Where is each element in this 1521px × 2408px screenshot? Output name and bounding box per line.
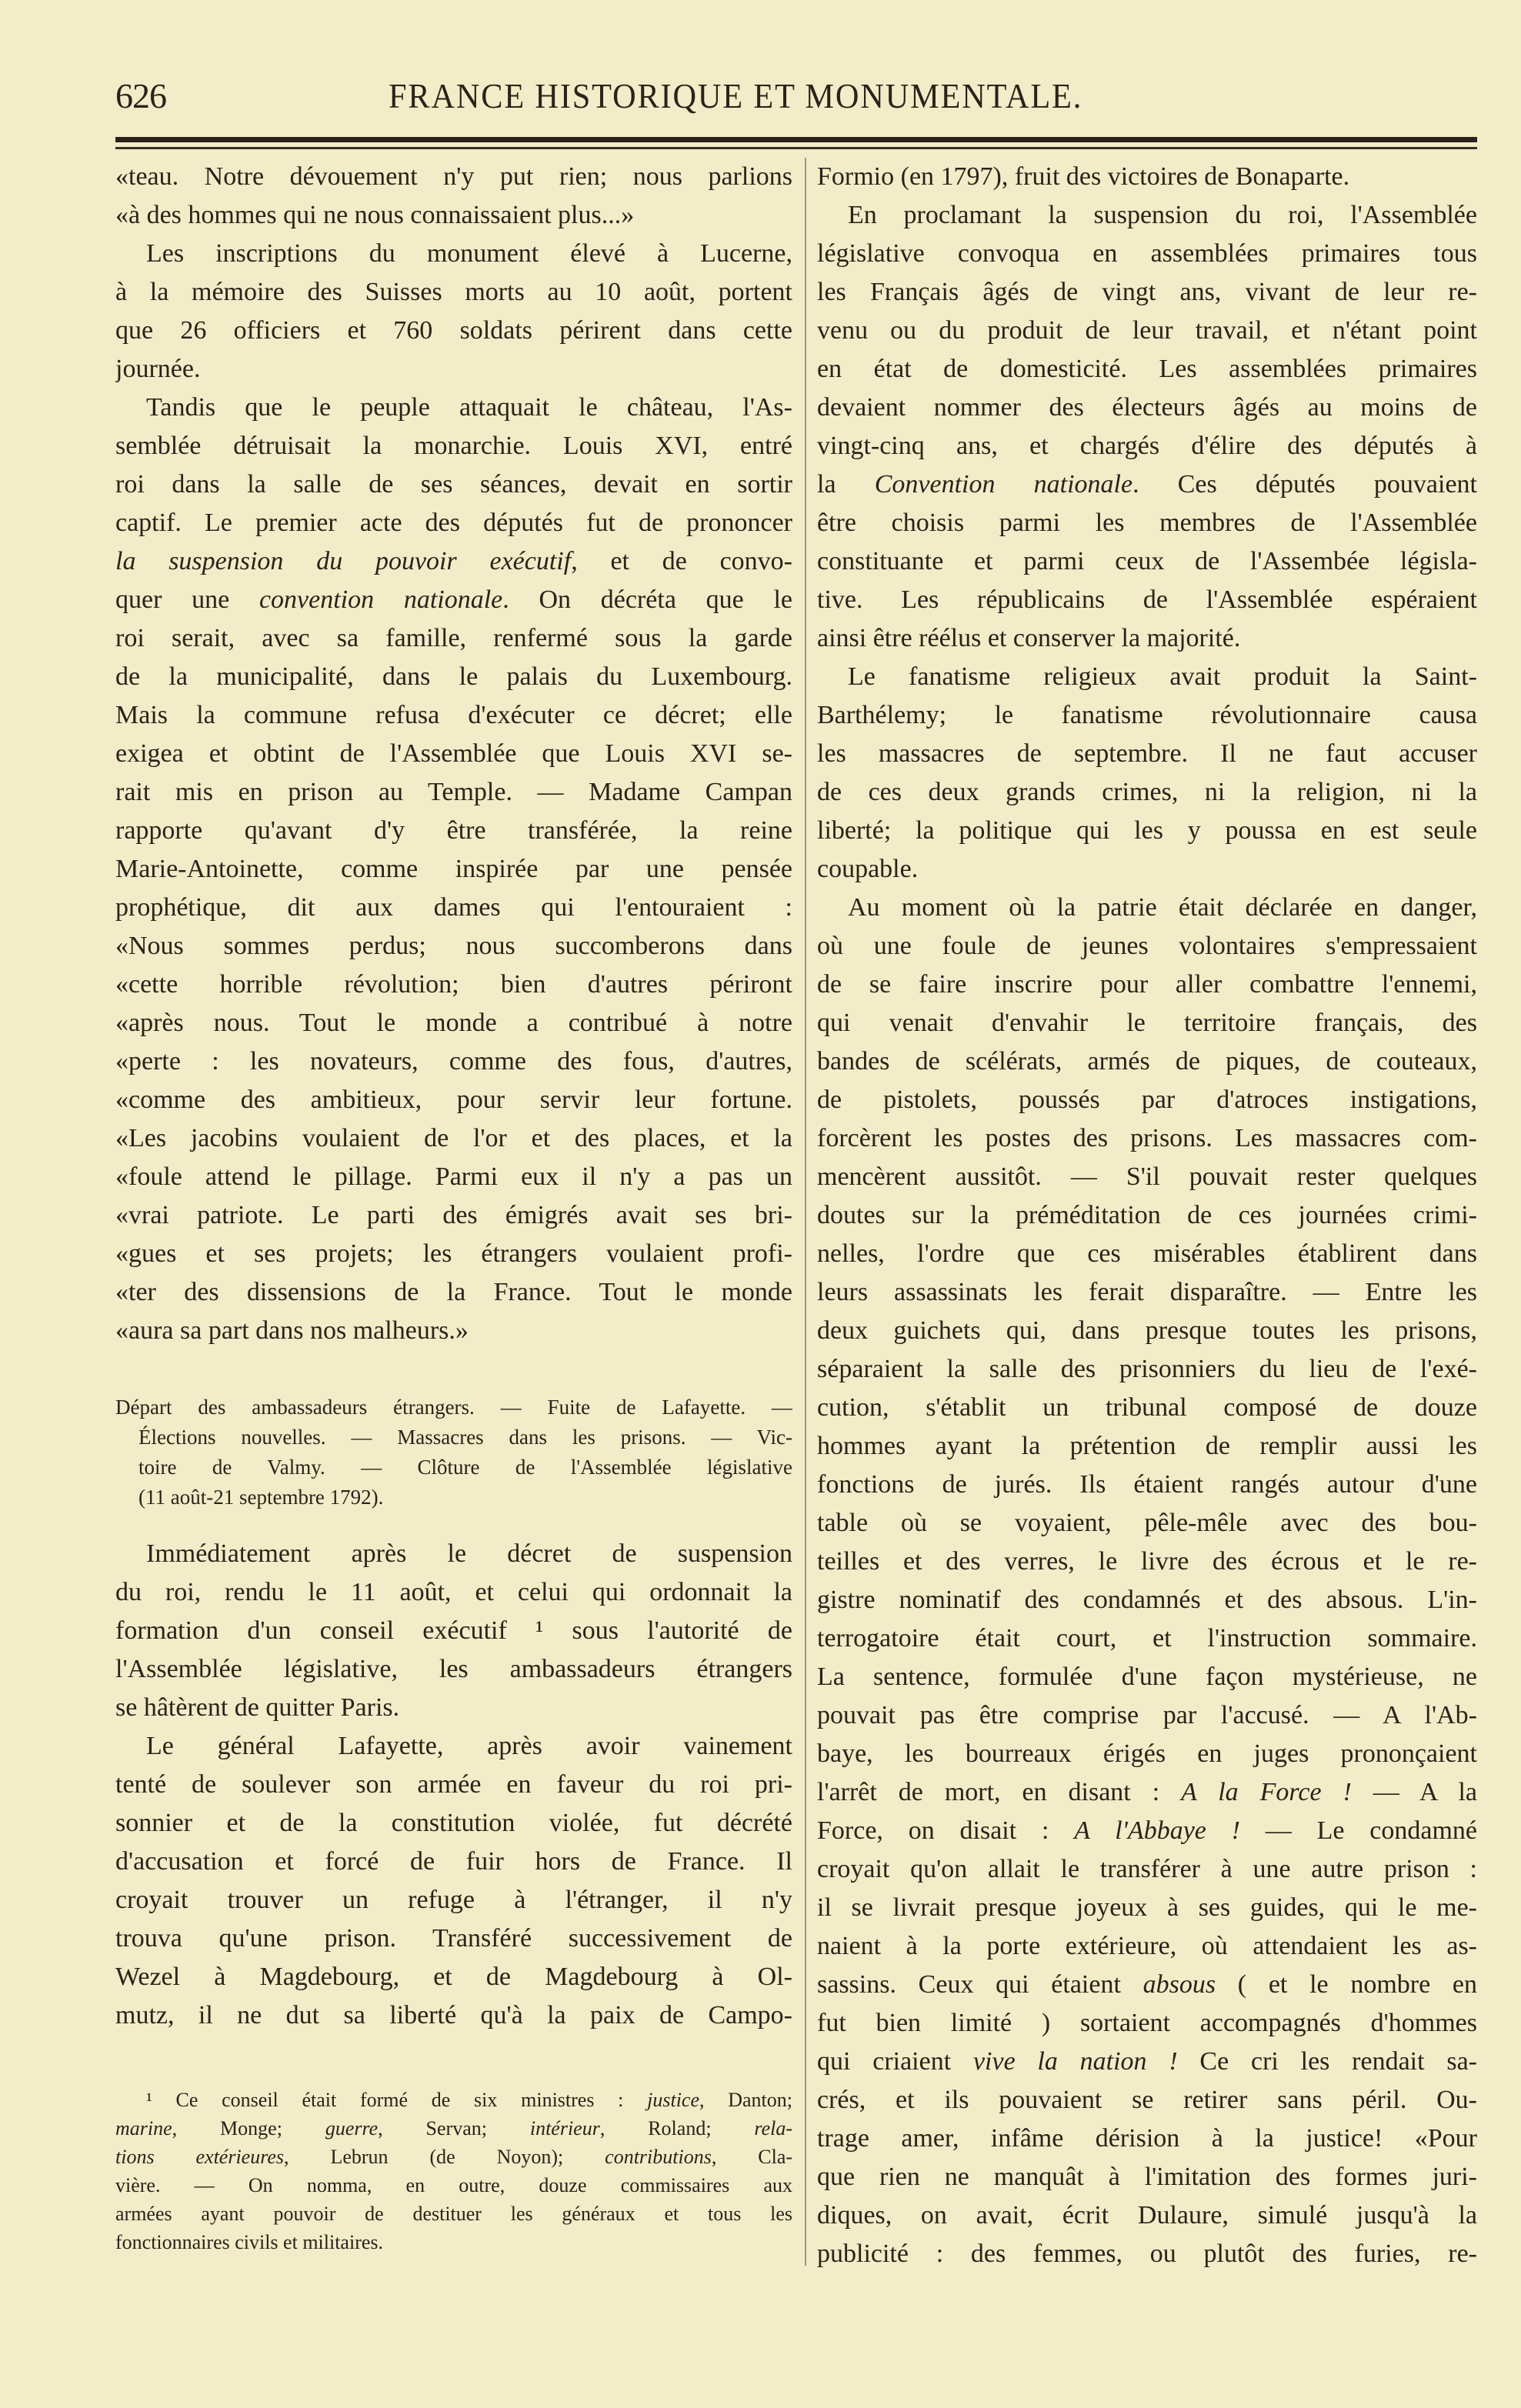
text-line: doutes sur la préméditation de ces journées crimi- (817, 1201, 1477, 1229)
text-line: les massacres de septembre. Il ne faut accuser (817, 739, 1477, 768)
text-segment: , Cla- (711, 2146, 792, 2168)
chapter-summary (115, 1392, 792, 1513)
text-line (115, 2143, 792, 2171)
italic-text: marine (115, 2117, 172, 2140)
text-line: diques, on avait, écrit Dulaure, simulé jusqu'à la (817, 2201, 1477, 2230)
paragraph (817, 196, 1477, 658)
text-line: bandes de scélérats, armés de piques, de couteaux, (817, 1047, 1477, 1076)
text-line: croyait qu'on allait le transférer à une autre prison : (817, 1855, 1477, 1883)
text-line: armées ayant pouvoir de destituer les généraux et tous les (115, 2203, 792, 2225)
text-line: «foule attend le pillage. Parmi eux il n'y a pas un (115, 1162, 792, 1191)
text-line: à la mémoire des Suisses morts au 10 août, portent (115, 278, 792, 306)
text-line: table où se voyaient, pêle-mêle avec des bou- (817, 1509, 1477, 1537)
paragraph (115, 158, 792, 235)
text-segment: la (817, 470, 875, 499)
right-column (817, 158, 1477, 2273)
text-line: «cette horrible révolution; bien d'autres périront (115, 970, 792, 999)
text-line (115, 542, 792, 581)
paragraph (817, 658, 1477, 889)
text-segment: — Le condamné (1240, 1816, 1477, 1845)
text-line: Formio (en 1797), fruit des victoires de Bonaparte. (817, 162, 1350, 191)
text-line: prophétique, dit aux dames qui l'entouraient : (115, 893, 792, 922)
text-line: teilles et des verres, le livre des écrous et le re- (817, 1547, 1477, 1576)
text-line: Immédiatement après le décret de suspension (146, 1539, 792, 1568)
text-line: législative convoqua en assemblées primaires tous (817, 239, 1477, 268)
italic-text: Convention nationale (874, 470, 1133, 499)
text-line: naient à la porte extérieure, où attendaient les as- (817, 1932, 1477, 1960)
text-segment: , et de convo- (571, 547, 792, 575)
italic-text: vive la nation ! (972, 2047, 1178, 2076)
text-line: vingt-cinq ans, et chargés d'élire des députés à (817, 432, 1477, 460)
text-line: roi serait, avec sa famille, renfermé sous la garde (115, 624, 792, 652)
text-line: Barthélemy; le fanatisme révolutionnaire causa (817, 701, 1477, 729)
text-line: «Nous sommes perdus; nous succomberons dans (115, 932, 792, 960)
text-line: Élections nouvelles. — Massacres dans les prisons. — Vic- (138, 1426, 792, 1449)
text-line: hommes ayant la prétention de remplir aussi les (817, 1432, 1477, 1460)
text-segment: . Ces députés pouvaient (1132, 470, 1477, 499)
text-line: exigea et obtint de l'Assemblée que Louis XVI se- (115, 739, 792, 768)
text-line: fonctionnaires civils et militaires. (115, 2231, 384, 2253)
paragraph (115, 235, 792, 389)
paragraph (115, 389, 792, 1350)
text-line: séparaient la salle des prisonniers du lieu de l'exé- (817, 1355, 1477, 1383)
text-line: nelles, l'ordre que ces misérables établirent dans (817, 1239, 1477, 1268)
text-line: semblée détruisait la monarchie. Louis XVI, entré (115, 432, 792, 460)
text-segment: l'arrêt de mort, en disant : (817, 1778, 1182, 1806)
text-line: liberté; la politique qui les y poussa en est seule (817, 816, 1477, 845)
text-line (817, 1773, 1477, 1812)
text-line: Départ des ambassadeurs étrangers. — Fuite de Lafayette. — (115, 1396, 792, 1419)
text-line: de se faire inscrire pour aller combattre l'ennemi, (817, 970, 1477, 999)
text-line: (11 août-21 septembre 1792). (138, 1486, 384, 1509)
text-segment: , Roland; (599, 2117, 755, 2140)
text-segment: quer une (115, 585, 259, 614)
italic-text: guerre (325, 2117, 379, 2140)
text-line: qui venait d'envahir le territoire français, des (817, 1009, 1477, 1037)
text-line: de la municipalité, dans le palais du Luxembourg. (115, 662, 792, 691)
text-line: terrogatoire était court, et l'instruction sommaire. (817, 1624, 1477, 1653)
text-line: rapporte qu'avant d'y être transférée, la reine (115, 816, 792, 845)
text-line: crés, et ils pouvaient se retirer sans péril. Ou- (817, 2086, 1477, 2114)
text-line: que 26 officiers et 760 soldats périrent dans cette (115, 316, 792, 345)
paragraph (115, 1535, 792, 1727)
header-rule-thick (115, 137, 1477, 142)
text-line: Au moment où la patrie était déclarée en danger, (848, 893, 1477, 922)
text-line: coupable. (817, 855, 919, 883)
text-line: constituante et parmi ceux de l'Assembée législa- (817, 547, 1477, 575)
text-segment: — A la (1351, 1778, 1477, 1806)
text-segment: , Lebrun (de Noyon); (284, 2146, 605, 2168)
text-line: En proclamant la suspension du roi, l'Assemblée (848, 201, 1477, 229)
text-line: baye, les bourreaux érigés en juges prononçaient (817, 1739, 1477, 1768)
text-line: leurs assassinats les ferait disparaître. — Entre les (817, 1278, 1477, 1306)
text-segment: Ce cri les rendait sa- (1177, 2047, 1477, 2076)
text-line: «comme des ambitieux, pour servir leur fortune. (115, 1086, 792, 1114)
italic-text: rela- (754, 2117, 792, 2140)
text-line: «aura sa part dans nos malheurs.» (115, 1316, 469, 1345)
text-line (817, 1966, 1477, 2004)
text-line: il se livrait presque joyeux à ses guides, qui le me- (817, 1893, 1477, 1922)
text-line: «teau. Notre dévouement n'y put rien; nous parlions (115, 162, 792, 191)
text-line: «perte : les novateurs, comme des fous, d'autres, (115, 1047, 792, 1076)
text-line: publicité : des femmes, ou plutôt des furies, re- (817, 2240, 1477, 2268)
text-line (817, 465, 1477, 504)
text-line: Marie-Antoinette, comme inspirée par une pensée (115, 855, 792, 883)
text-line: journée. (115, 355, 201, 383)
italic-text: intérieur (529, 2117, 600, 2140)
paragraph (817, 889, 1477, 2273)
text-line: «gues et ses projets; les étrangers voulaient profi- (115, 1239, 792, 1268)
text-line (115, 2114, 792, 2143)
text-line: trouva qu'une prison. Transféré successivement de (115, 1924, 792, 1953)
text-segment: sassins. Ceux qui étaient (817, 1970, 1143, 1999)
text-line: captif. Le premier acte des députés fut de prononcer (115, 509, 792, 537)
text-line: fonctions de jurés. Ils étaient rangés autour d'une (817, 1470, 1477, 1499)
text-line: Le fanatisme religieux avait produit la Saint- (848, 662, 1477, 691)
text-line: gistre nominatif des condamnés et des absous. L'in- (817, 1586, 1477, 1614)
italic-text: justice (647, 2089, 700, 2111)
running-title: FRANCE HISTORIQUE ET MONUMENTALE. (389, 76, 1083, 115)
text-line: ainsi être réélus et conserver la majorité. (817, 624, 1241, 652)
italic-text: la suspension du pouvoir exécutif (115, 547, 572, 575)
text-segment: ( et le nombre en (1216, 1970, 1477, 1999)
text-line: de pistolets, poussés par d'atroces instigations, (817, 1086, 1477, 1114)
text-line: mutz, il ne dut sa liberté qu'à la paix de Campo- (115, 2001, 792, 2029)
paragraph (115, 1727, 792, 2035)
text-line: où une foule de jeunes volontaires s'empressaient (817, 932, 1477, 960)
text-line: les Français âgés de vingt ans, vivant de leur re- (817, 278, 1477, 306)
text-line: formation d'un conseil exécutif ¹ sous l'autorité de (115, 1616, 792, 1645)
text-line: Le général Lafayette, après avoir vainement (146, 1732, 792, 1760)
text-line: croyait trouver un refuge à l'étranger, il n'y (115, 1886, 792, 1914)
text-line (115, 2086, 792, 2114)
italic-text: convention nationale (259, 585, 503, 614)
text-line: «ter des dissensions de la France. Tout le monde (115, 1278, 792, 1306)
text-line: Les inscriptions du monument élevé à Lucerne, (146, 239, 792, 268)
text-line: trage amer, infâme dérision à la justice! «Pour (817, 2124, 1477, 2153)
text-line: du roi, rendu le 11 août, et celui qui ordonnait la (115, 1578, 792, 1606)
text-line: vière. — On nomma, en outre, douze commissaires aux (115, 2174, 792, 2196)
header-rule-thin (115, 147, 1477, 149)
text-segment: . On décréta que le (502, 585, 792, 614)
column-divider (805, 158, 806, 2266)
text-line: tenté de soulever son armée en faveur du roi pri- (115, 1770, 792, 1799)
text-line: roi dans la salle de ses séances, devait en sortir (115, 470, 792, 499)
text-line: toire de Valmy. — Clôture de l'Assemblée législative (138, 1456, 792, 1479)
text-line: se hâtèrent de quitter Paris. (115, 1693, 400, 1722)
text-line: sonnier et de la constitution violée, fut décrété (115, 1809, 792, 1837)
text-line: d'accusation et forcé de fuir hors de France. Il (115, 1847, 792, 1876)
text-line: l'Assemblée législative, les ambassadeurs étrangers (115, 1655, 792, 1683)
text-line: «vrai patriote. Le parti des émigrés avait ses bri- (115, 1201, 792, 1229)
text-segment: , Servan; (378, 2117, 530, 2140)
text-line: «après nous. Tout le monde a contribué à notre (115, 1009, 792, 1037)
text-line: en état de domesticité. Les assemblées primaires (817, 355, 1477, 383)
text-line: mencèrent aussitôt. — S'il pouvait rester quelques (817, 1162, 1477, 1191)
text-segment: qui criaient (817, 2047, 973, 2076)
text-line: devaient nommer des électeurs âgés au moins de (817, 393, 1477, 422)
italic-text: absous (1142, 1970, 1216, 1999)
text-line: cution, s'établit un tribunal composé de douze (817, 1393, 1477, 1422)
italic-text: A l'Abbaye ! (1074, 1816, 1241, 1845)
text-line: Mais la commune refusa d'exécuter ce décret; elle (115, 701, 792, 729)
text-line: deux guichets qui, dans presque toutes les prisons, (817, 1316, 1477, 1345)
text-line: être choisis parmi les membres de l'Assemblée (817, 509, 1477, 537)
italic-text: contributions (605, 2146, 712, 2168)
text-line: venu ou du produit de leur travail, et n'étant point (817, 316, 1477, 345)
text-line: pouvait pas être comprise par l'accusé. — A l'Ab- (817, 1701, 1477, 1729)
text-segment: , Monge; (172, 2117, 325, 2140)
text-line (817, 2043, 1477, 2081)
text-line: tive. Les républicains de l'Assemblée espéraient (817, 585, 1477, 614)
footnote (115, 2086, 792, 2256)
paragraph (817, 158, 1477, 196)
italic-text: A la Force ! (1181, 1778, 1352, 1806)
text-line (115, 581, 792, 619)
text-line (817, 1812, 1477, 1850)
page-number: 626 (115, 76, 166, 115)
italic-text: tions extérieures (115, 2146, 285, 2168)
text-line: de ces deux grands crimes, ni la religion, ni la (817, 778, 1477, 806)
text-line: La sentence, formulée d'une façon mystérieuse, ne (817, 1663, 1477, 1691)
text-segment: Force, on disait : (817, 1816, 1075, 1845)
text-line: fut bien limité ) sortaient accompagnés d'hommes (817, 2009, 1477, 2037)
text-line: Tandis que le peuple attaquait le château, l'As- (146, 393, 792, 422)
text-segment: ¹ Ce conseil était formé de six ministres : (146, 2089, 648, 2111)
text-line: «Les jacobins voulaient de l'or et des places, et la (115, 1124, 792, 1152)
left-column (115, 158, 792, 2256)
text-line: «à des hommes qui ne nous connaissaient plus...» (115, 201, 635, 229)
text-line: forcèrent les postes des prisons. Les massacres com- (817, 1124, 1477, 1152)
text-line: que rien ne manquât à l'imitation des formes juri- (817, 2163, 1477, 2191)
text-segment: , Danton; (699, 2089, 792, 2111)
text-line: Wezel à Magdebourg, et de Magdebourg à Ol- (115, 1963, 792, 1991)
text-line: rait mis en prison au Temple. — Madame Campan (115, 778, 792, 806)
